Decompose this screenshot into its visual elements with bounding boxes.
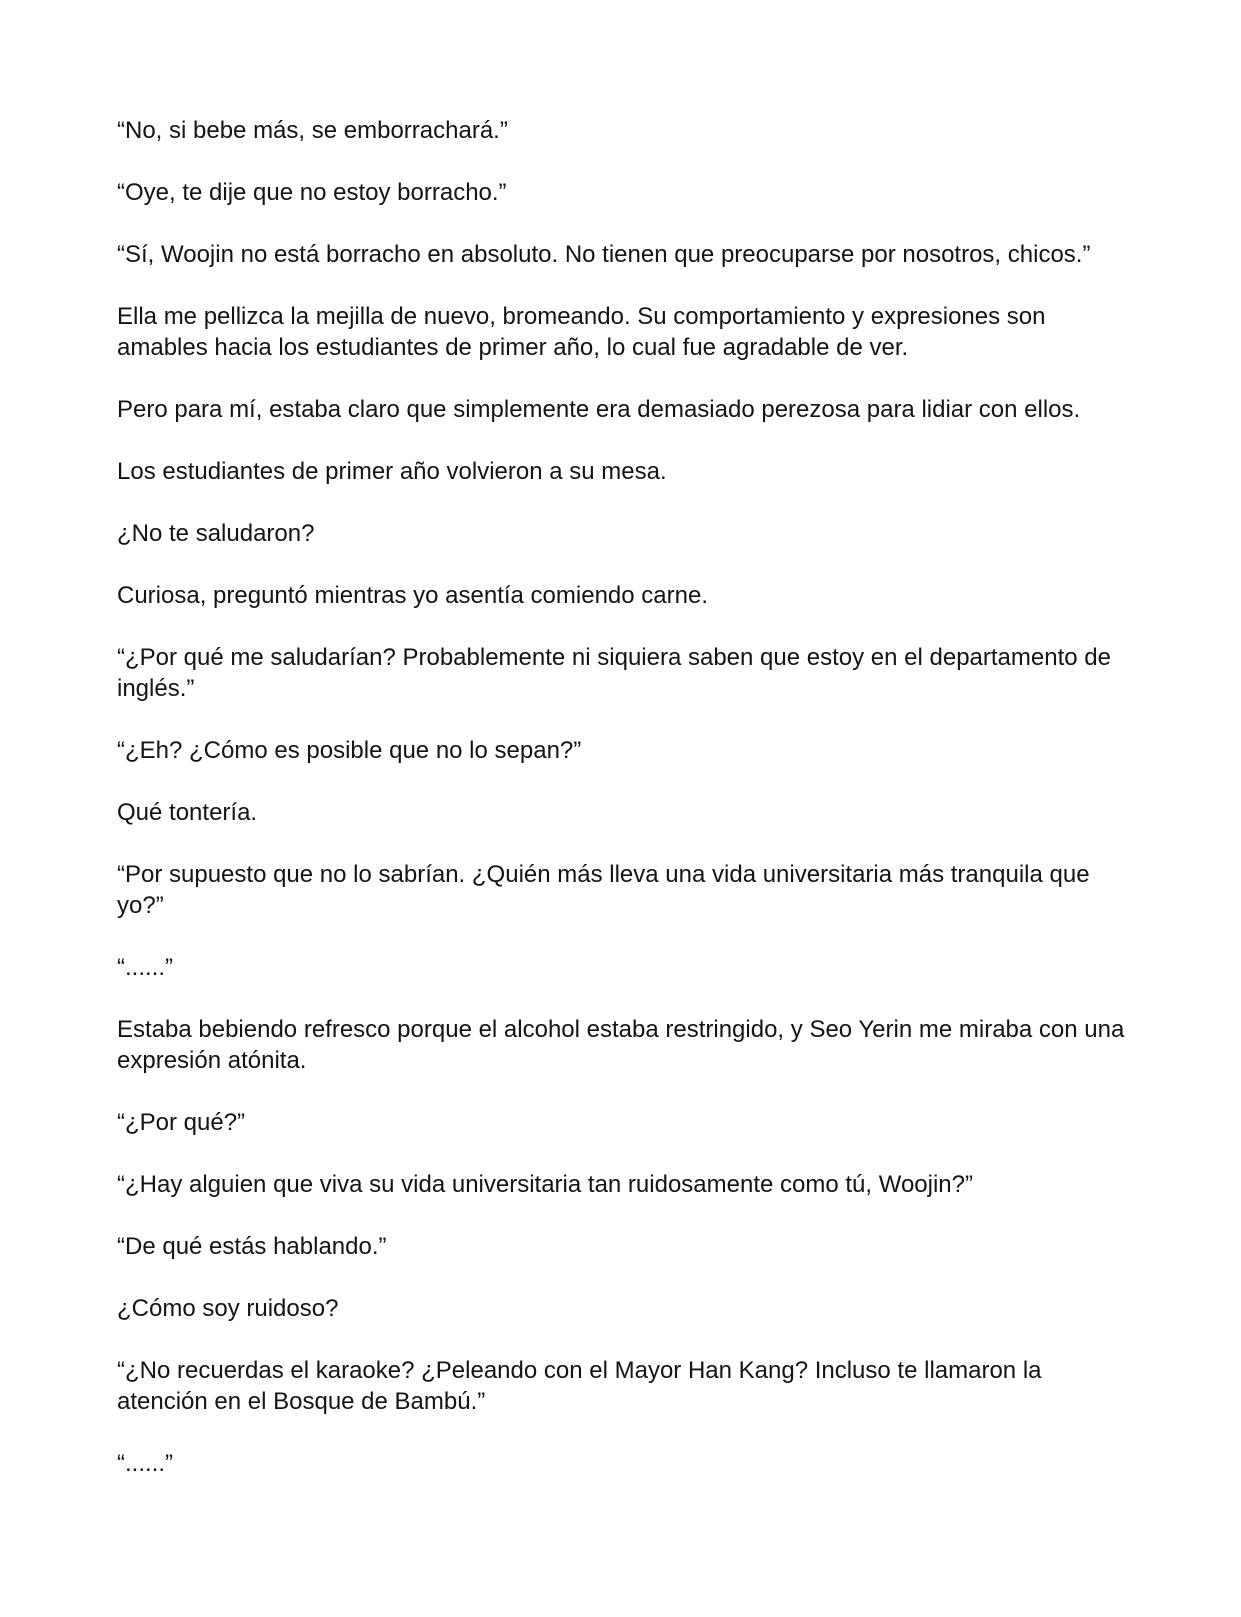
paragraph: “¿Hay alguien que viva su vida universitaria tan ruidosamente como tú, Woojin?”: [117, 1171, 973, 1198]
paragraph: Los estudiantes de primer año volvieron a su mesa.: [117, 458, 667, 485]
paragraph: Estaba bebiendo refresco porque el alcohol estaba restringido, y Seo Yerin me miraba con una expresión atónita.: [117, 1016, 1125, 1074]
paragraph: “¿Por qué me saludarían? Probablemente ni siquiera saben que estoy en el departamento de inglés.”: [117, 644, 1111, 702]
document-body: [117, 115, 1127, 1510]
paragraph: “De qué estás hablando.”: [117, 1233, 387, 1260]
paragraph: Qué tontería.: [117, 799, 258, 826]
paragraph: “......”: [117, 954, 173, 981]
paragraph: “¿Por qué?”: [117, 1109, 246, 1136]
paragraph: “Sí, Woojin no está borracho en absoluto. No tienen que preocuparse por nosotros, chicos.”: [117, 241, 1091, 268]
paragraph: “¿No recuerdas el karaoke? ¿Peleando con el Mayor Han Kang? Incluso te llamaron la atención en el Bosque de Bambú.”: [117, 1357, 1042, 1415]
paragraph: “Por supuesto que no lo sabrían. ¿Quién más lleva una vida universitaria más tranquila que yo?”: [117, 861, 1090, 919]
paragraph: Pero para mí, estaba claro que simplemente era demasiado perezosa para lidiar con ellos.: [117, 396, 1081, 423]
paragraph: Ella me pellizca la mejilla de nuevo, bromeando. Su comportamiento y expresiones son amables hacia los estudiantes de primer año, lo cual fue agradable de ver.: [117, 303, 1046, 361]
paragraph: “No, si bebe más, se emborrachará.”: [117, 117, 508, 144]
paragraph: “......”: [117, 1450, 173, 1477]
paragraph: “¿Eh? ¿Cómo es posible que no lo sepan?”: [117, 737, 582, 764]
paragraph: “Oye, te dije que no estoy borracho.”: [117, 179, 507, 206]
paragraph: Curiosa, preguntó mientras yo asentía comiendo carne.: [117, 582, 708, 609]
paragraph: ¿No te saludaron?: [117, 520, 315, 547]
paragraph: ¿Cómo soy ruidoso?: [117, 1295, 339, 1322]
